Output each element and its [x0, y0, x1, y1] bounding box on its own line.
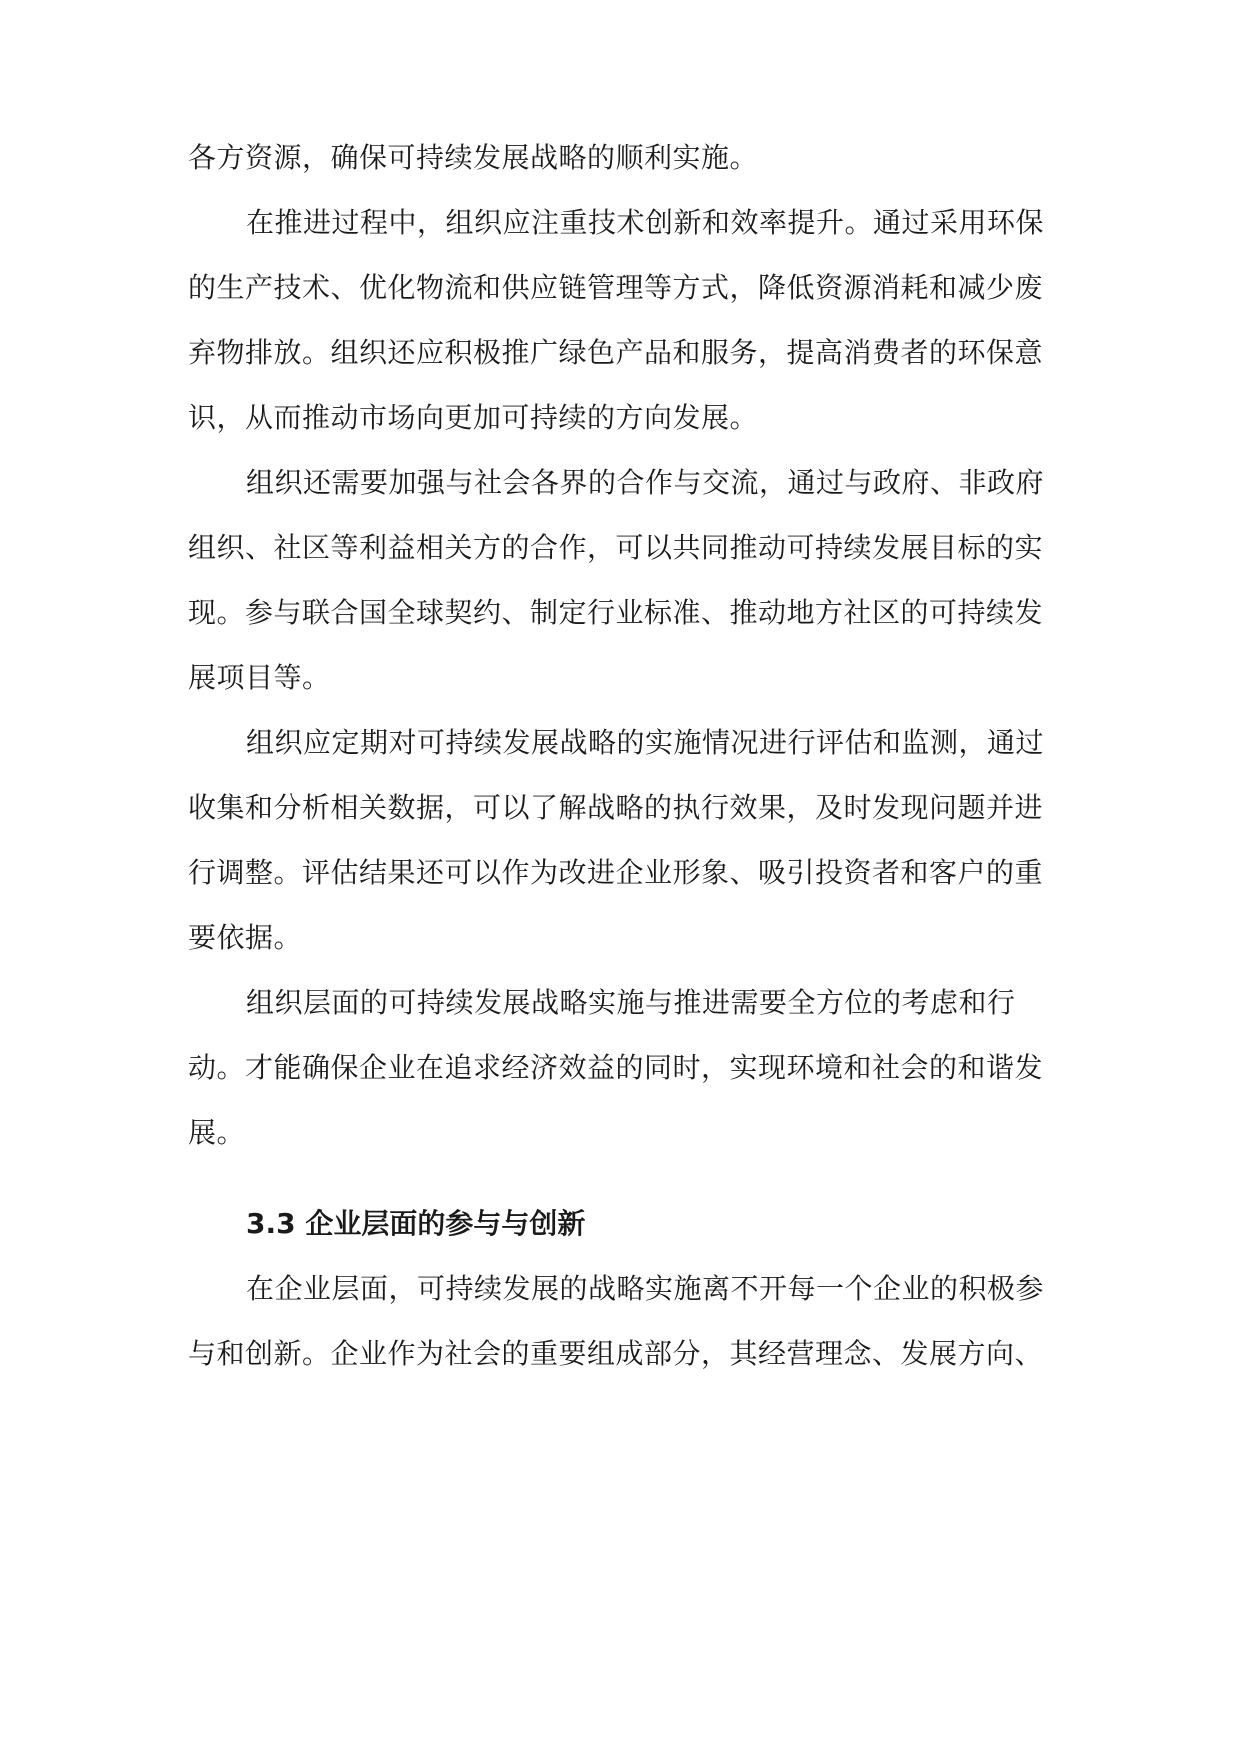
paragraph-line: 在推进过程中，组织应注重技术创新和效率提升。通过采用环保	[246, 206, 1045, 239]
paragraph-line: 的生产技术、优化物流和供应链管理等方式，降低资源消耗和减少废	[188, 271, 1044, 304]
paragraph-line: 弃物排放。组织还应积极推广绿色产品和服务，提高消费者的环保意	[188, 336, 1044, 369]
paragraph-line: 组织、社区等利益相关方的合作，可以共同推动可持续发展目标的实	[188, 531, 1044, 564]
paragraph-line: 组织应定期对可持续发展战略的实施情况进行评估和监测，通过	[246, 726, 1045, 759]
paragraph-line: 与和创新。企业作为社会的重要组成部分，其经营理念、发展方向、	[188, 1337, 1044, 1370]
paragraph-line: 识，从而推动市场向更加可持续的方向发展。	[188, 401, 759, 434]
paragraph-line: 在企业层面，可持续发展的战略实施离不开每一个企业的积极参	[246, 1272, 1045, 1305]
paragraph-line: 收集和分析相关数据，可以了解战略的执行效果，及时发现问题并进	[188, 791, 1044, 824]
paragraph-line: 组织还需要加强与社会各界的合作与交流，通过与政府、非政府	[246, 466, 1045, 499]
paragraph-line: 组织层面的可持续发展战略实施与推进需要全方位的考虑和行	[246, 986, 1016, 1019]
paragraph-line: 现。参与联合国全球契约、制定行业标准、推动地方社区的可持续发	[188, 596, 1044, 629]
paragraph-line: 各方资源，确保可持续发展战略的顺利实施。	[188, 141, 759, 174]
paragraph-line: 展项目等。	[188, 661, 331, 694]
paragraph-line: 动。才能确保企业在追求经济效益的同时，实现环境和社会的和谐发	[188, 1051, 1044, 1084]
paragraph-line: 要依据。	[188, 921, 303, 954]
paragraph-line: 行调整。评估结果还可以作为改进企业形象、吸引投资者和客户的重	[188, 856, 1044, 889]
section-heading: 3.3 企业层面的参与与创新	[246, 1207, 586, 1240]
paragraph-line: 展。	[188, 1116, 246, 1149]
